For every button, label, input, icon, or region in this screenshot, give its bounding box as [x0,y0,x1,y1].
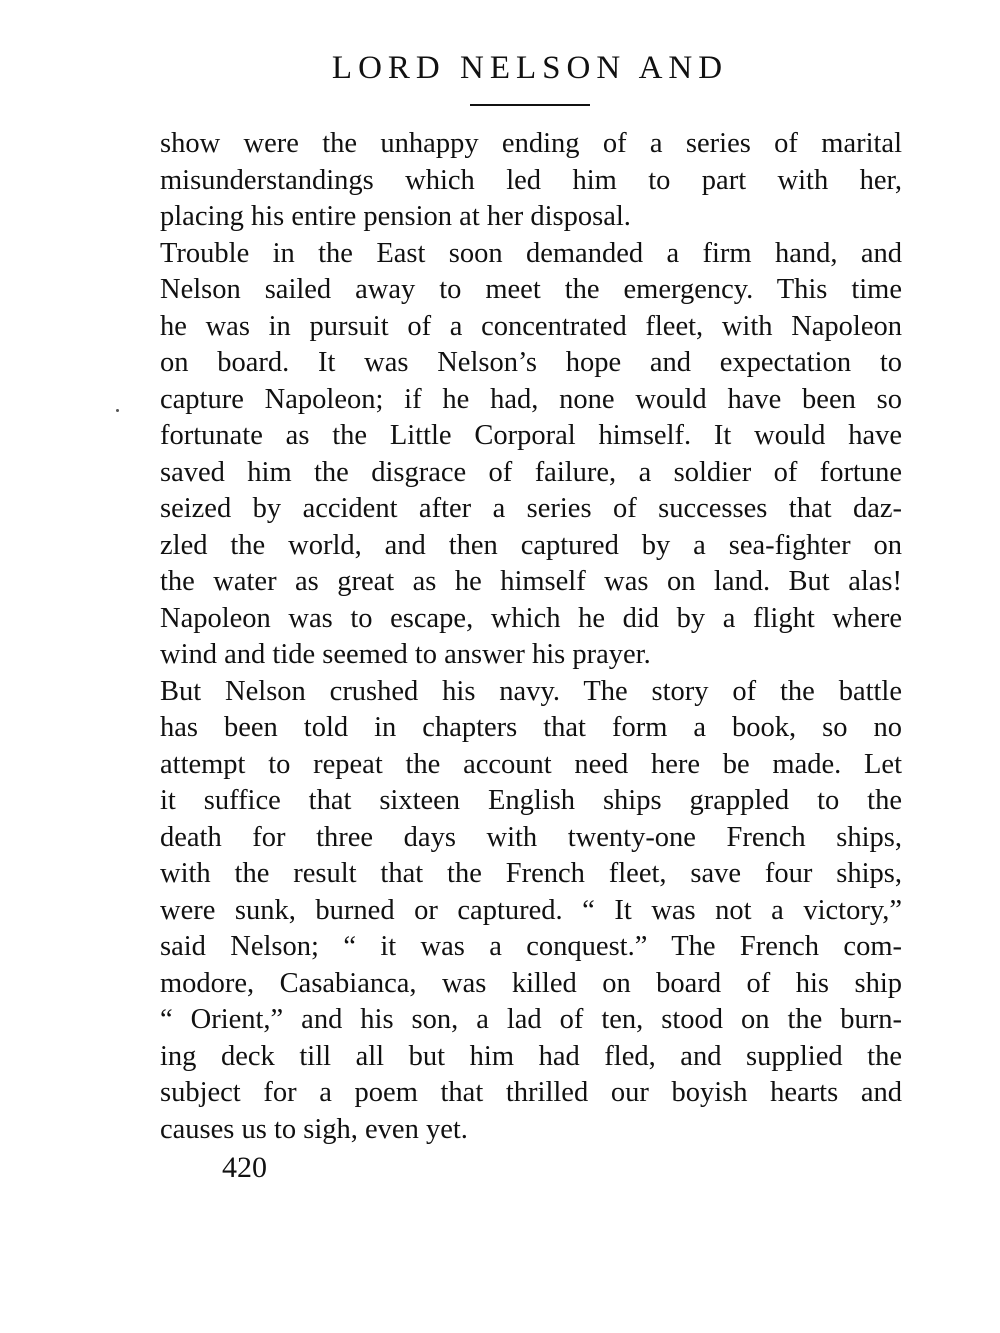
text-line: “ Orient,” and his son, a lad of ten, stood on the burn- [160,1004,902,1035]
text-line: attempt to repeat the account need here be made. Let [160,748,902,780]
page-number: 420 [222,1151,267,1184]
text-line: on board. It was Nelson’s hope and expectation to [160,347,902,378]
text-line: zled the world, and then captured by a sea-fighter on [160,529,902,561]
text-line: Napoleon was to escape, which he did by a flight where [160,602,902,634]
body-text [160,126,902,1148]
text-line: causes us to sigh, even yet. [160,1113,468,1145]
text-line: he was in pursuit of a concentrated fleet, with Napoleon [160,310,902,342]
text-line: ing deck till all but him had fled, and supplied the [160,1040,902,1072]
running-head: LORD NELSON AND [331,50,729,86]
text-line: death for three days with twenty-one French ships, [160,821,902,853]
margin-speck [116,409,119,412]
text-line: Nelson sailed away to meet the emergency. This time [160,274,902,305]
text-line: saved him the disgrace of failure, a soldier of fortune [160,456,902,488]
text-line: misunderstandings which led him to part with her, [160,164,902,196]
text-line: show were the unhappy ending of a series of marital [160,128,902,159]
text-line: said Nelson; “ it was a conquest.” The French com- [160,931,902,962]
paragraph [160,236,902,674]
header-rule [470,104,590,106]
text-line: capture Napoleon; if he had, none would have been so [160,383,902,415]
text-line: modore, Casabianca, was killed on board of his ship [160,967,902,999]
text-line: wind and tide seemed to answer his prayer. [160,639,651,670]
text-line: Trouble in the East soon demanded a firm hand, and [160,237,902,269]
text-line: the water as great as he himself was on land. But alas! [160,566,902,597]
paragraph [160,674,902,1149]
text-line: has been told in chapters that form a book, so no [160,712,902,743]
text-line: subject for a poem that thrilled our boyish hearts and [160,1077,902,1108]
paragraph [160,126,902,236]
text-line: it suffice that sixteen English ships grappled to the [160,785,902,816]
text-line: fortunate as the Little Corporal himself. It would have [160,420,902,451]
text-line: were sunk, burned or captured. “ It was not a victory,” [160,894,902,926]
text-line: placing his entire pension at her disposal. [160,201,631,232]
text-line: But Nelson crushed his navy. The story of the battle [160,675,902,707]
text-line: seized by accident after a series of successes that daz- [160,493,902,524]
text-line: with the result that the French fleet, save four ships, [160,858,902,889]
